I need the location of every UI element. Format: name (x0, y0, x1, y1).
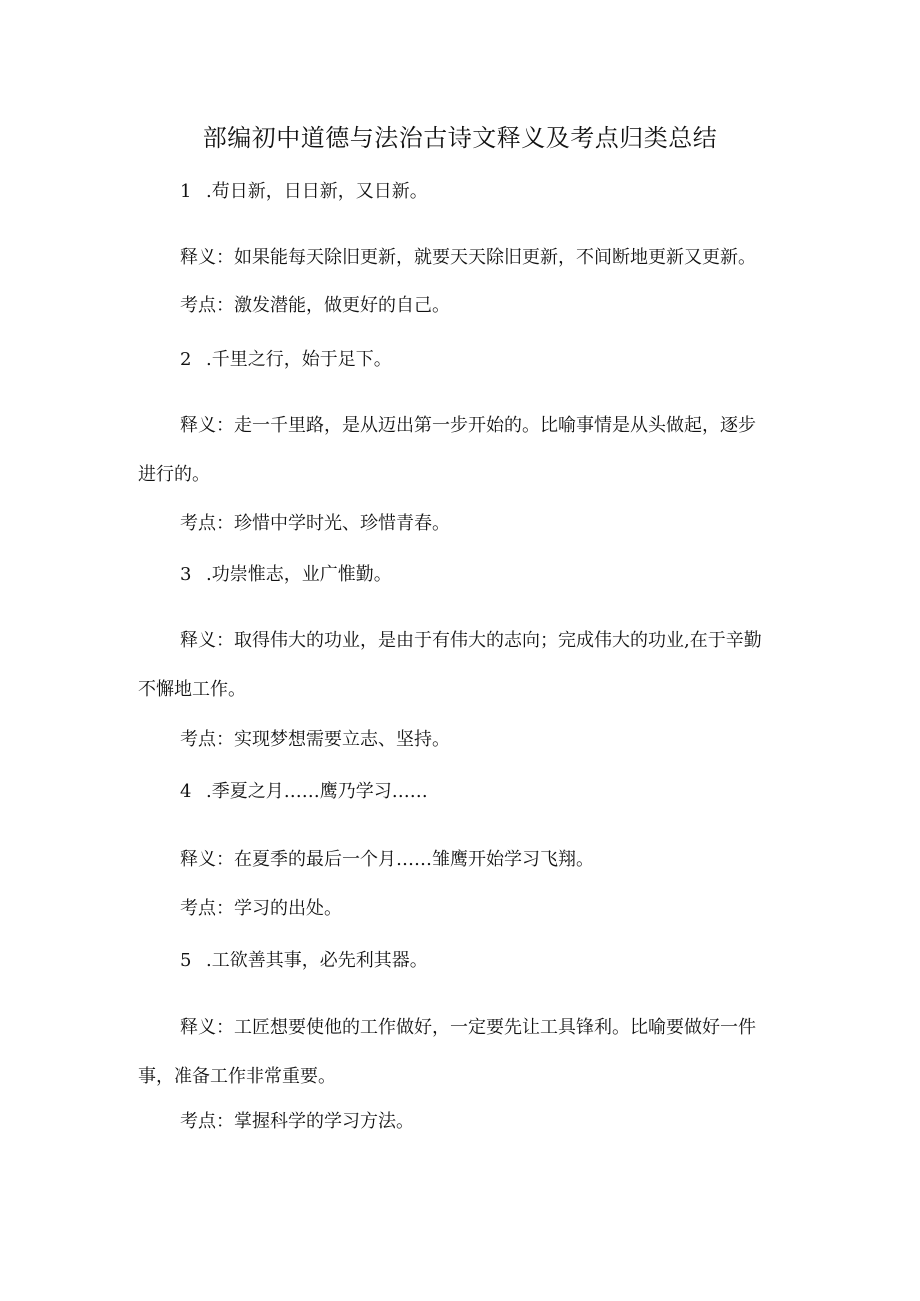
quote-text: .季夏之月……鹰乃学习…… (206, 781, 428, 802)
quote-text: .千里之行，始于足下。 (206, 349, 392, 370)
quote-text: .苟日新，日日新，又日新。 (206, 181, 428, 202)
exam-point-text: 考点：学习的出处。 (180, 898, 342, 919)
meaning-text: 释义：在夏季的最后一个月……雏鹰开始学习飞翔。 (180, 849, 594, 870)
item-number: 3 (180, 564, 192, 585)
meaning-text-continued: 事，准备工作非常重要。 (138, 1066, 336, 1087)
quote-text: .功崇惟志，业广惟勤。 (206, 564, 392, 585)
meaning-text: 释义：走一千里路，是从迈出第一步开始的。比喻事情是从头做起，逐步 (180, 415, 756, 436)
meaning-text: 释义：如果能每天除旧更新，就要天天除旧更新，不间断地更新又更新。 (180, 247, 756, 268)
quote-line (180, 560, 392, 590)
exam-point-text: 考点：激发潜能，做更好的自己。 (180, 295, 450, 316)
item-number: 5 (180, 950, 192, 971)
meaning-text: 释义：工匠想要使他的工作做好，一定要先让工具锋利。比喻要做好一件 (180, 1017, 756, 1038)
exam-point-text: 考点：珍惜中学时光、珍惜青春。 (180, 513, 450, 534)
item-number: 1 (180, 181, 192, 202)
quote-line (180, 946, 428, 976)
quote-line (180, 777, 428, 807)
meaning-text-continued: 进行的。 (138, 464, 210, 485)
page-title: 部编初中道德与法治古诗文释义及考点归类总结 (202, 124, 718, 152)
quote-line (180, 345, 392, 375)
item-number: 4 (180, 781, 192, 802)
item-number: 2 (180, 349, 192, 370)
exam-point-text: 考点：实现梦想需要立志、坚持。 (180, 729, 450, 750)
quote-line (180, 177, 428, 207)
meaning-text-continued: 不懈地工作。 (138, 679, 246, 700)
meaning-text: 释义：取得伟大的功业，是由于有伟大的志向；完成伟大的功业,在于辛勤 (180, 630, 762, 651)
exam-point-text: 考点：掌握科学的学习方法。 (180, 1111, 414, 1132)
quote-text: .工欲善其事，必先利其器。 (206, 950, 428, 971)
